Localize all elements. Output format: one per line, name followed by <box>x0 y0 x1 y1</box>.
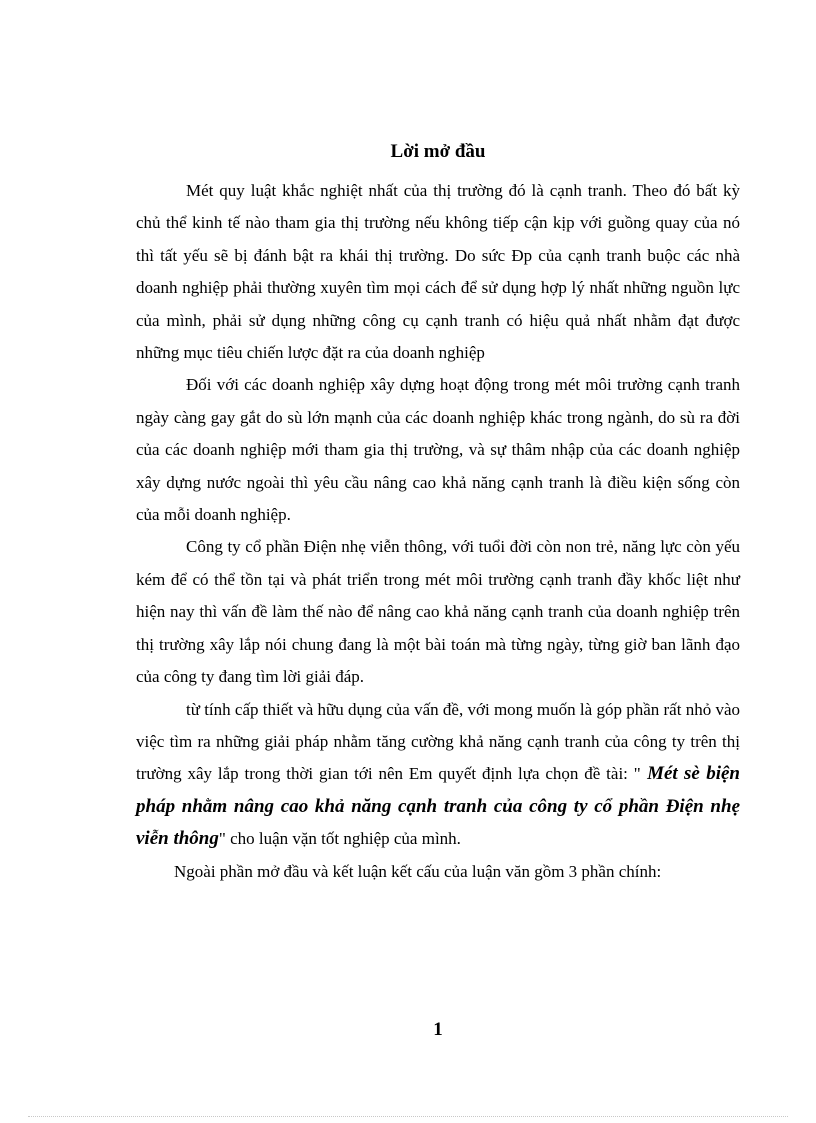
page-number: 1 <box>433 1019 443 1040</box>
paragraph-topic-choice <box>136 694 740 856</box>
paragraph-construction-firms: Đối với các doanh nghiệp xây dựng hoạt động trong mét môi trường cạnh tranh ngày càng gay gắt do sù lớn mạnh của các doanh nghiệp khác trong ngành, do sù ra đời của các doanh nghiệp mới tham gia thị trường, và sự thâm nhập của các doanh nghiệp xây dựng nước ngoài thì yêu cầu nâng cao khả năng cạnh tranh là điều kiện sống còn của mỗi doanh nghiệp. <box>136 375 740 525</box>
paragraph-company-situation: Công ty cổ phần Điện nhẹ viễn thông, với tuổi đời còn non trẻ, năng lực còn yếu kém để có thể tồn tại và phát triển trong mét môi trường cạnh tranh đầy khốc liệt như hiện nay thì vấn đề làm thế nào để nâng cao khả năng cạnh tranh của doanh nghiệp trên thị trường xây lắp nói chung đang là một bài toán mà từng ngày, từng giờ ban lãnh đạo của công ty đang tìm lời giải đáp. <box>136 537 740 687</box>
document-body <box>136 175 740 888</box>
paragraph-structure-intro: Ngoài phần mở đầu và kết luận kết cấu của luận văn gồm 3 phần chính: <box>174 861 662 881</box>
paragraph-competition-law: Mét quy luật khắc nghiệt nhất của thị trường đó là cạnh tranh. Theo đó bất kỳ chủ thể kinh tế nào tham gia thị trường nếu không tiếp cận kịp với guồng quay của nó thì tất yếu sẽ bị đánh bật ra khái thị trường. Do sức Ðp của cạnh tranh buộc các nhà doanh nghiệp phải thường xuyên tìm mọi cách để sử dụng hợp lý nhất những nguồn lực của mình, phải sử dụng những công cụ cạnh tranh có hiệu quả nhất nhằm đạt được những mục tiêu chiến lược đặt ra của doanh nghiệp <box>136 181 740 363</box>
topic-outro-text: " cho luận vặn tốt nghiệp của mình. <box>218 829 461 849</box>
topic-intro-text: từ tính cấp thiết và hữu dụng của vấn đề, với mong muốn là góp phần rất nhỏ vào việc tìm ra những giải pháp nhằm tăng cường khả năng cạnh tranh của công ty trên thị trường xây lắp trong thời gian tới nên Em quyết định lựa chọn đề tài: " <box>136 699 740 784</box>
document-title: Lời mở đầu <box>390 141 486 162</box>
page-bottom-divider <box>28 1116 788 1117</box>
thesis-topic-title: Mét sè biện pháp nhằm nâng cao khả năng cạnh tranh của công ty cổ phần Điện nhẹ viễn thông <box>136 763 740 850</box>
